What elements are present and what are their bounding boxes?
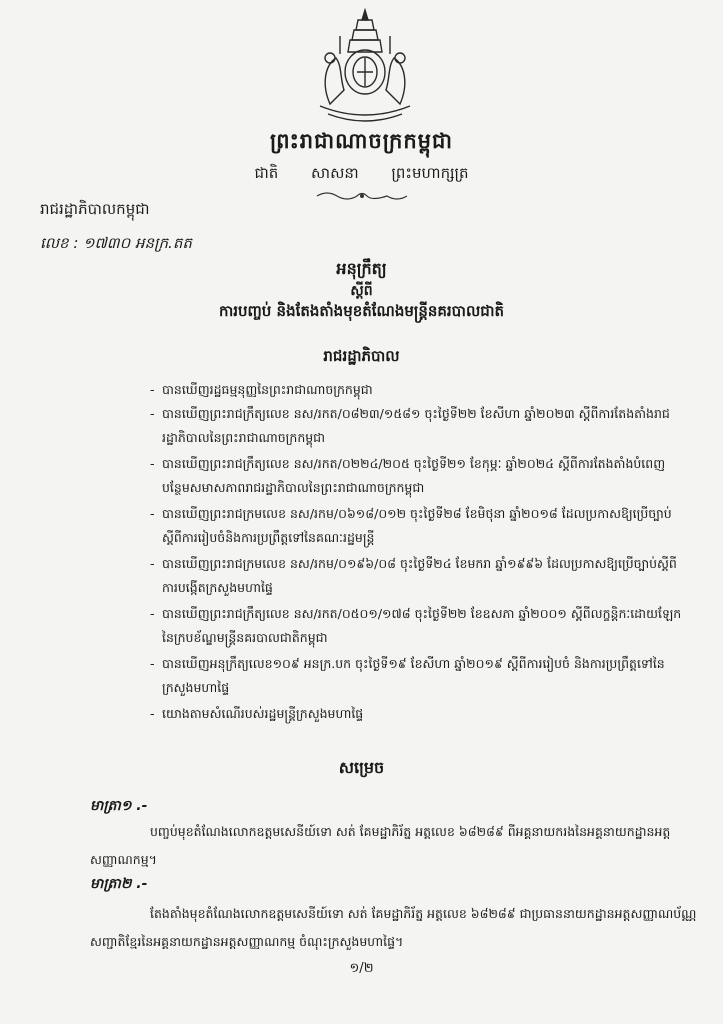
list-item: - បានឃើញអនុក្រឹត្យលេខ១០៩ អនក្រ.បក ចុះថ្ងៃទី១៩ ខែសីហា ឆ្នាំ២០១៩ ស្តីពីការរៀបចំ និងការប្រព្រឹត្តទៅនៃក្រសួងមហាផ្ទៃ — [150, 652, 690, 700]
list-item: - បានឃើញរដ្ឋធម្មនុញ្ញនៃព្រះរាជាណាចក្រកម្ពុជា — [150, 378, 690, 402]
document-about: ស្តីពី — [350, 283, 373, 299]
article-2-body: តែងតាំងមុខតំណែងលោកឧត្តមសេនីយ៍ទោ សត់ គែមដ្ឋាភិរ័ត្ន អត្តលេខ ៦៨២៨៩ ជាប្រធាននាយកដ្ឋានអត្តសញ្ញាណប័ណ្ណសញ្ជាតិខ្មែរនៃអគ្គនាយកដ្ឋានអត្តសញ្ញាណកម្ម ចំណុះក្រសួងមហាផ្ទៃ។ — [90, 906, 697, 949]
article-1-heading: មាត្រា១ .- — [90, 798, 148, 814]
article-1-body: បញ្ចប់មុខតំណែងលោកឧត្តមសេនីយ៍ទោ សត់ គែមដ្ឋាភិរ័ត្ន អត្តលេខ ៦៨២៨៩ ពីអគ្គនាយករងនៃអគ្គនាយកដ្ឋានអត្តសញ្ញាណកម្ម។ — [90, 824, 671, 867]
list-item: - យោងតាមសំណើរបស់រដ្ឋមន្ត្រីក្រសួងមហាផ្ទៃ — [150, 702, 690, 726]
list-item: - បានឃើញព្រះរាជក្រឹត្យលេខ នស/រកត/០៨២៣/១៥៨១ ចុះថ្ងៃទី២២ ខែសីហា ឆ្នាំ២០២៣ ស្តីពីការតែងតាំងរាជរដ្ឋាភិបាលនៃព្រះរាជាណាចក្រកម្ពុជា — [150, 402, 690, 450]
kingdom-title: ព្រះរាជាណាចក្រកម្ពុជា — [269, 129, 453, 153]
document-subject: ការបញ្ចប់ និងតែងតាំងមុខតំណែងមន្ត្រីនគរបាលជាតិ — [218, 302, 505, 320]
list-item: - បានឃើញព្រះរាជក្រឹត្យលេខ នស/រកត/០៥០១/១៧៨ ចុះថ្ងៃទី២២ ខែឧសភា ឆ្នាំ២០០១ ស្តីពីលក្ខន្តិកៈដោយឡែកនៃក្របខ័ណ្ឌមន្ត្រីនគរបាលជាតិកម្ពុជា — [150, 602, 690, 650]
motto-religion: សាសនា — [311, 164, 359, 182]
decision-heading: សម្រេច — [338, 758, 385, 777]
page-number: ១/២ — [349, 961, 374, 976]
references-list — [150, 378, 690, 726]
motto-king: ព្រះមហាក្សត្រ — [391, 164, 469, 182]
document-type: អនុក្រឹត្យ — [336, 259, 387, 278]
royal-emblem-icon — [300, 6, 430, 124]
motto-nation: ជាតិ — [254, 164, 279, 182]
divider-ornament-icon — [312, 188, 412, 204]
list-item: - បានឃើញព្រះរាជក្រមលេខ នស/រកម/០៦១៨/០១២ ចុះថ្ងៃទី២៨ ខែមិថុនា ឆ្នាំ២០១៨ ដែលប្រកាសឱ្យប្រើច្បាប់ស្តីពីការរៀបចំនិងការប្រព្រឹត្តទៅនៃគណៈរដ្ឋមន្ត្រី — [150, 502, 690, 550]
article-2-heading: មាត្រា២ .- — [90, 876, 148, 892]
list-item: - បានឃើញព្រះរាជក្រមលេខ នស/រកម/០១៩៦/០៨ ចុះថ្ងៃទី២៤ ខែមករា ឆ្នាំ១៩៩៦ ដែលប្រកាសឱ្យប្រើច្បាប់ស្តីពីការបង្កើតក្រសួងមហាផ្ទៃ — [150, 552, 690, 600]
issuing-body: រាជរដ្ឋាភិបាលកម្ពុជា — [40, 200, 150, 218]
reference-number: លេខ : ១៧៣០ អនក្រ.តត — [40, 234, 192, 252]
authority-heading: រាជរដ្ឋាភិបាល — [323, 347, 400, 365]
list-item: - បានឃើញព្រះរាជក្រឹត្យលេខ នស/រកត/០២២៤/២០៥ ចុះថ្ងៃទី២១ ខែកុម្ភៈ ឆ្នាំ២០២៤ ស្តីពីការតែងតាំងបំពេញបន្ថែមសមាសភាពរាជរដ្ឋាភិបាលនៃព្រះរាជាណាចក្រកម្ពុជា — [150, 452, 690, 500]
national-motto — [0, 164, 723, 186]
